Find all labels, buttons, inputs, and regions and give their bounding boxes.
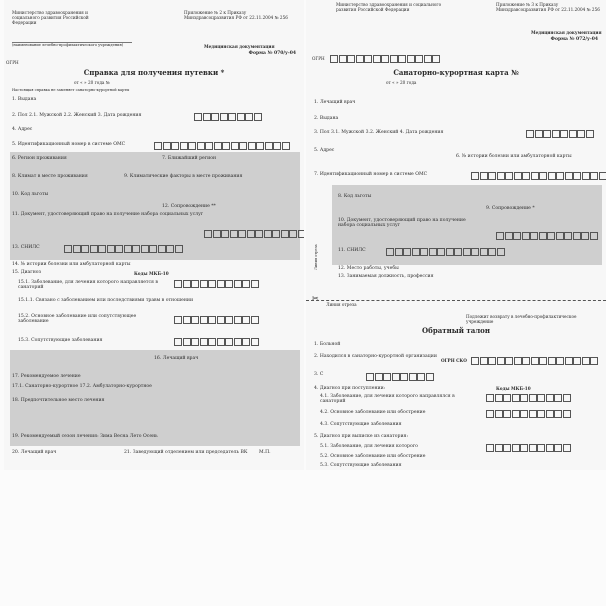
coupon-row-5-3: 5.3. Сопутствующие заболевания (320, 463, 402, 468)
icd-boxes-3[interactable] (174, 338, 259, 346)
cut-line (306, 300, 606, 301)
side-note: Линия отреза (314, 244, 318, 270)
row-15-2: 15.2. Основное заболевание или сопутствующее заболевание (18, 314, 137, 324)
coupon-row-4-3: 4.3. Сопутствующие заболевания (320, 422, 402, 427)
row-1: 1. Лечащий врач (314, 100, 356, 105)
doc-boxes[interactable] (204, 230, 304, 238)
row-13: 13. СНИЛС (12, 245, 40, 250)
row-2: 2. Пол 2.1. Мужской 2.2. Женский 3. Дата рождения (12, 113, 142, 118)
icd-label: Коды МКБ-10 (134, 271, 169, 276)
row-4: 4. Адрес (12, 127, 33, 132)
ogrn-sko-boxes[interactable] (471, 357, 599, 365)
coupon-row-4: 4. Диагноз при поступлении: (314, 386, 386, 391)
row-17-1: 17.1. Санаторно-курортное 17.2. Амбулаторно-курортное (12, 384, 152, 389)
row-16: 16. Лечащий врач (154, 356, 199, 361)
row-18: 18. Предпочтительное место лечения (12, 398, 105, 403)
oms-boxes[interactable] (471, 172, 606, 180)
row-8: 8. Климат в месте проживания (12, 174, 88, 179)
ogrn-label: ОГРН (6, 60, 19, 65)
row-21: 21. Заведующий отделением или председатель ВК (124, 450, 248, 455)
coupon-row-3: 3. С (314, 372, 324, 377)
row-10: 10. Документ, удостоверяющий право на получение набора социальных услуг (338, 218, 466, 228)
scissors-icon: ✂ (312, 294, 319, 303)
coupon-row-2: 2. Находился в санаторно-курортной организации (314, 354, 437, 359)
ogrn-boxes[interactable] (330, 55, 441, 63)
order-header: Приложение № 2 к Приказу Минздравсоцразвития РФ от 22.11.2004 № 256 (184, 10, 288, 20)
row-13: 13. Занимаемая должность, профессия (338, 274, 434, 279)
coupon-row-5-2: 5.2. Основное заболевание или обострение (320, 454, 426, 459)
row-6: 6. Регион проживания (12, 156, 67, 161)
row-11: 11. Документ, удостоверяющий право на получение набора социальных услуг (12, 212, 204, 217)
coupon-row-4-1: 4.1. Заболевание, для лечения которого направлялся в санаторий (320, 394, 455, 404)
form-number: Форма № 070/у-04 (248, 51, 296, 56)
oms-boxes[interactable] (154, 142, 290, 150)
row-7: 7. Идентификационный номер в системе ОМС (314, 172, 428, 177)
cut-line-label: Линия отреза (326, 302, 357, 307)
row-15-1-1: 15.1.1. Связано с заболеванием или последствиями травм в отношении (18, 298, 194, 303)
ogrn-label: ОГРН (312, 56, 325, 61)
doc-label: Медицинская документация (531, 30, 602, 35)
birthdate-boxes[interactable] (526, 130, 594, 138)
institution-caption: (наименование лечебно-профилактического учреждения) (12, 43, 124, 47)
snils-boxes[interactable] (386, 248, 505, 256)
coupon-row-5-1: 5.1. Заболевание, для лечения которого (320, 444, 418, 449)
row-15-3: 15.3. Сопутствующие заболевания (18, 338, 103, 343)
row-20: 20. Лечащий врач (12, 450, 57, 455)
birthdate-boxes[interactable] (194, 113, 262, 121)
form-070-page (4, 0, 304, 470)
row-19: 19. Рекомендуемый сезон лечения: Зима Весна Лето Осень (12, 434, 158, 439)
row-11: 11. СНИЛС (338, 248, 366, 253)
row-3: 3. Пол 3.1. Мужской 3.2. Женский 4. Дата рождения (314, 130, 444, 135)
note-text: Настоящая справка не заменяет санаторно-курортной карты (12, 88, 130, 92)
icd-boxes-2[interactable] (174, 316, 259, 324)
stamp-label: М.П. (259, 450, 271, 455)
row-15-1: 15.1. Заболевание, для лечения которого направляется в санаторий (18, 280, 158, 290)
icd-boxes-1[interactable] (174, 280, 259, 288)
icd-boxes-2[interactable] (486, 410, 571, 418)
row-15: 15. Диагноз (12, 270, 42, 275)
snils-boxes[interactable] (64, 245, 183, 253)
row-5: 5. Идентификационный номер в системе ОМС (12, 142, 126, 147)
coupon-title: Обратный талон (422, 326, 490, 335)
row-12: 12. Место работы, учебы (338, 266, 399, 271)
row-6: 6. № истории болезни или амбулаторной карты (456, 154, 572, 159)
ogrn-sko-label: ОГРН СКО (441, 358, 467, 363)
form-title: Справка для получения путевки * (83, 68, 225, 77)
coupon-row-4-2: 4.2. Основное заболевание или обострение (320, 410, 426, 415)
row-9: 9. Климатические факторы в месте проживания (124, 174, 243, 179)
form-072-page (306, 0, 606, 470)
icd-boxes-1[interactable] (486, 394, 571, 402)
date-line: от « » 20 года № (74, 80, 110, 85)
row-1: 1. Выдана (12, 97, 37, 102)
form-title: Санаторно-курортная карта № (393, 68, 519, 77)
row-8: 8. Код льготы (338, 194, 372, 199)
order-header: Приложение № 3 к Приказу Минздравсоцразвития РФ от 22.11.2004 № 256 (496, 2, 600, 12)
ministry-header: Министерство здравоохранения и социального развития Российской Федерации (12, 10, 89, 25)
doc-boxes[interactable] (496, 232, 598, 240)
row-14: 14. № истории болезни или амбулаторной карты (12, 262, 131, 267)
return-note: Подлежит возврату в лечебно-профилактическое учреждение (466, 314, 577, 324)
icd-boxes-3[interactable] (486, 444, 571, 452)
row-7: 7. Ближайший регион (162, 156, 217, 161)
row-5: 5. Адрес (314, 148, 335, 153)
row-12: 12. Сопровождение ** (162, 204, 216, 209)
row-2: 2. Выдана (314, 116, 339, 121)
icd-label: Коды МКБ-10 (496, 386, 531, 391)
row-10: 10. Код льготы (12, 192, 49, 197)
row-17: 17. Рекомендуемое лечение (12, 374, 81, 379)
coupon-row-5: 5. Диагноз при выписке из санатория: (314, 434, 408, 439)
coupon-row-1: 1. Больной (314, 342, 341, 347)
ministry-header: Министерство здравоохранения и социального развития Российской Федерации (336, 2, 442, 12)
row-9: 9. Сопровождение * (486, 206, 535, 211)
doc-label: Медицинская документация (204, 44, 275, 49)
date-line: от « » 20 года (386, 80, 417, 85)
form-number: Форма № 072/у-04 (550, 37, 598, 42)
date-from-boxes[interactable] (366, 373, 434, 381)
